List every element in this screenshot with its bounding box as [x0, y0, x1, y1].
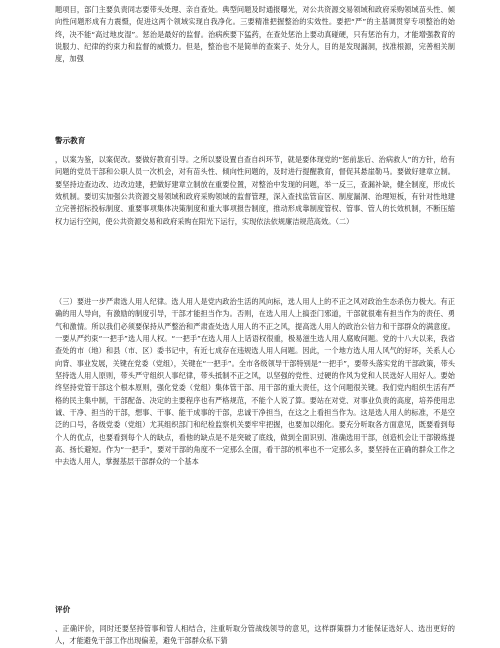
paragraph-warning-education: ，以案为鉴，以案促改。要做好教育引导。之所以要设置自查自纠环节，就是要体现党的“惩前毖后、治病救人”的方针，给有问题的党员干部和公职人员一次机会，对有苗头性、倾向性问题的，及时进行提醒教育，督促其悬崖勒马。要做好建章立制。要坚持边查边改、边改边建，把做好建章立制放在重要位置，对整治中发现的问题，举一反三，查漏补缺，健全制度，形成长效机制。要切实加强公共资源交易领域和政府采购领域的监督管理，深入查找监管盲区、制度漏洞、治理短板，有针对性地建立完善招标投标制度、重要事项集体决策制度和重大事项报告制度，推动形成靠制度管权、管事、管人的长效机制，不断压缩权力运行空间，使公共资源交易和政府采购在阳光下运行，实现依法依规廉洁规范高效。（二）: [55, 155, 455, 226]
document-page: [55, 4, 455, 648]
paragraph-personnel-discipline: （三）要进一步严肃选人用人纪律。选人用人是党内政治生活的风向标，选人用人上的不正之风对政治生态杀伤力极大。有正确的用人导向，有激励的制度引导，干部才能担当作为。否则，在选人用人上搞歪门邪道，干部就很难有担当作为的责任、勇气和激情。所以我们必须要保持从严整治和严肃查处选人用人的不正之风，提高选人用人的政治公信力和干部群众的满意度。一要从严约束“一把手”选人用人权。“一把手”在选人用人上话语权很重，极易滋生选人用人腐败问题。党的十八大以来，我省查处的市（地）和县（市、区）委书记中，有近七成存在违规选人用人问题。因此，一个地方选人用人风气的好坏，关系人心向背、事业发展，关键在党委（党组），关键在“一把手”。全市各级领导干部特别是“一把手”，要带头落实党的干部政策，带头坚持选人用人原则，带头严守组织人事纪律，带头抵制不正之风，以坚强的党性、过硬的作风为党和人民选好人用好人。要始终坚持党管干部这个根本原则，强化党委（党组）集体管干部、用干部的重大责任，这个问题很关键。我们党内组织生活有严格的民主集中制，干部配备、决定的主要程序也有严格规范，不能个人说了算。要站在对党、对事业负责的高度，培养使用忠诚、干净、担当的干部，想事、干事、能干成事的干部，忠诚干净担当，在这之上看担当作为。这是选人用人的标准，不是空泛的口号，各级党委（党组）尤其组织部门和纪检监察机关要牢牢把握，也要加以细化。要充分听取各方面意见，既要看到每个人的优点，也要看到每个人的缺点，看他的缺点是不是突破了底线，做到全面识别、准确选用干部，创造机会让干部锻炼提高、扬长避短。作为“一把手”，要对干部的角度不一定那么全面，看干部的机率也不一定那么多，要坚持在正确的群众工作之中去选人用人，掌握基层干部群众的一个基本: [55, 297, 455, 467]
paragraph-intro: 题项目，部门主要负责同志要带头处理、亲自查处。典型问题及时通报曝光，对公共资源交易领域和政府采购领域苗头性、倾向性问题形成有力震慑，促进这两个领域实现自我净化。三要精准把握整治的实效性。要把“严”的主基调贯穿专项整治的始终，决不能“高过地皮湿”。惩治是最好的监督。治病疾要下猛药，在查处惩治上要动真碰硬，只有惩治有力，才能增强教育的说服力、纪律的约束力和监督的威慑力。但是，整治也不是简单的查案子、处分人，目的是发现漏洞，找准根源，完善相关制度，加强: [55, 5, 455, 64]
section-heading-warning-education: 警示教育: [55, 136, 86, 145]
section-heading-evaluation: 评价: [55, 605, 71, 614]
paragraph-evaluation: 、正确评价，同时还要坚持管事和管人相结合，注重听取分管战线领导的意见，这样群策群力才能保证选好人、选出更好的人，才能避免干部工作出现偏差，避免干部群众私下猜: [55, 624, 455, 646]
